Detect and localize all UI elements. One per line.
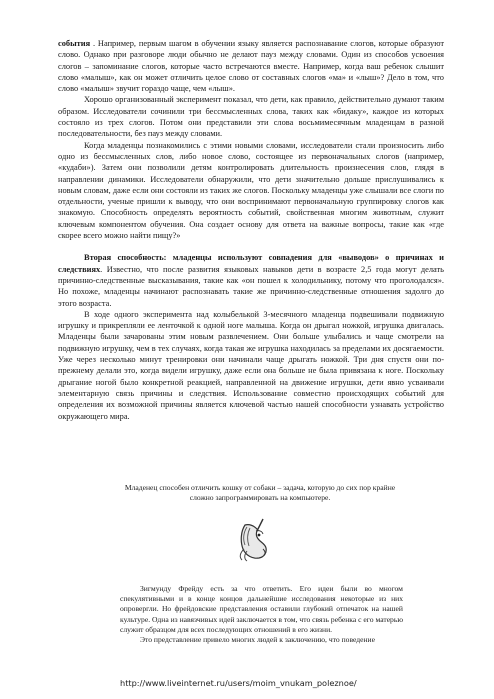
image-caption: Младенец способен отличить кошку от собаки – задача, которую до сих пор крайне сложно запрограммировать на компьютере. bbox=[124, 483, 396, 502]
paragraph-1-lead: события bbox=[58, 39, 91, 48]
paragraph-1 bbox=[58, 38, 444, 94]
paragraph-4-text: . Известно, что после развития языковых навыков дети в возрасте 2,5 года могут делать причинно-следственные высказывания, такие как «он пошел к холодильнику, потому что проголодался». Но похоже, младенцы начинают распознавать такие же причинно-следственные отношения задолго до этого возраста. bbox=[58, 264, 444, 308]
freud-paragraph-1: Зигмунду Фрейду есть за что ответить. Его идеи были во многом спекулятивными и в конце концов дальнейшие исследования некоторые из них опровергли. Но фрейдовские представления оставили глубокий отпечаток на нашей культуре. Одна из навязчивых идей заключается в том, что связь ребенка с его матерью служит образцом для всех последующих отношений в его жизни. bbox=[120, 584, 403, 634]
article-body bbox=[58, 38, 444, 422]
paragraph-2: Хорошо организованный эксперимент показал, что дети, как правило, действительно думают таким образом. Исследователи сочинили три бессмысленных слова, таких как «бидаку», каждое из которых состояло из трех слогов. Потом они представили эти слова восьмимесячным младенцам в разной последовательности, без пауз между словами. bbox=[58, 95, 444, 139]
freud-paragraph-2: Это представление привело многих людей к заключению, что поведение bbox=[140, 635, 375, 645]
unicorn-illustration-icon bbox=[233, 515, 279, 563]
spacer bbox=[58, 241, 444, 252]
paragraph-5: В ходе одного эксперимента над колыбелькой 3-месячного младенца подвешивали подвижную игрушку и прикрепляли ее ленточкой к одной ноге малыша. Когда он дрыгал ножкой, игрушка двигалась. Младенцы были зачарованы этим новым развлечением. Они больше улыбались и чаще смотрели на подвижную игрушку, чем в тех случаях, когда такая же игрушка находилась за пределами их досягаемости. Уже через несколько минут тренировки они начинали чаще дрыгать ножкой. Три дня спустя они по-прежнему делали это, когда видели игрушку, даже если она больше не была привязана к ноге. Поскольку дрыгание ногой было конкретной реакцией, направленной на движение игрушки, дети явно усваивали элементарную связь причины и следствия. Использование совместно происходящих событий для определения их возможной причины является ключевой частью нашей способности узнавать устройство окружающего мира. bbox=[58, 309, 444, 421]
paragraph-3: Когда младенцы познакомились с этими новыми словами, исследователи стали произносить либо одно из бессмысленных слов, либо новое слово, состоящее из первоначальных слогов (например, «кудаби»). Затем они позволили детям контролировать длительность произнесения слов, глядя в направлении динамики. Исследователи обнаружили, что дети значительно дольше прислушивались к новым словам, даже если они состояли из таких же слогов. Поскольку младенцы уже слышали все слоги по отдельности, ученые пришли к выводу, что они воспринимают первоначальную группировку слогов как знакомую. Способность определять вероятность событий, свойственная многим животным, служит ключевым компонентом обучения. Она создает основу для ответа на важные вопросы, такие как «где скорее всего можно найти пищу?» bbox=[58, 140, 444, 241]
freud-section bbox=[120, 584, 403, 645]
section-heading: Вторая способность: младенцы используют совпадения для «выводов» о причинах и следствиях bbox=[58, 253, 444, 274]
source-url[interactable]: http://www.liveinternet.ru/users/moim_vnukam_poleznoe/ bbox=[120, 678, 357, 688]
paragraph-1-text: . Например, первым шагом в обучении языку является распознавание слогов, которые образуют слово. Однако при разговоре люди обычно не делают пауз между словами. Один из способов усвоения слогов – запоминание слогов, которые часто встречаются вместе. Например, когда ваш ребенок слышит слово «малыш», как он может отличить целое слово от составных слогов «ма» и «лыш»? Дело в том, что слово «малыш» звучит гораздо чаще, чем «лыш». bbox=[58, 39, 444, 94]
paragraph-4 bbox=[58, 252, 444, 308]
